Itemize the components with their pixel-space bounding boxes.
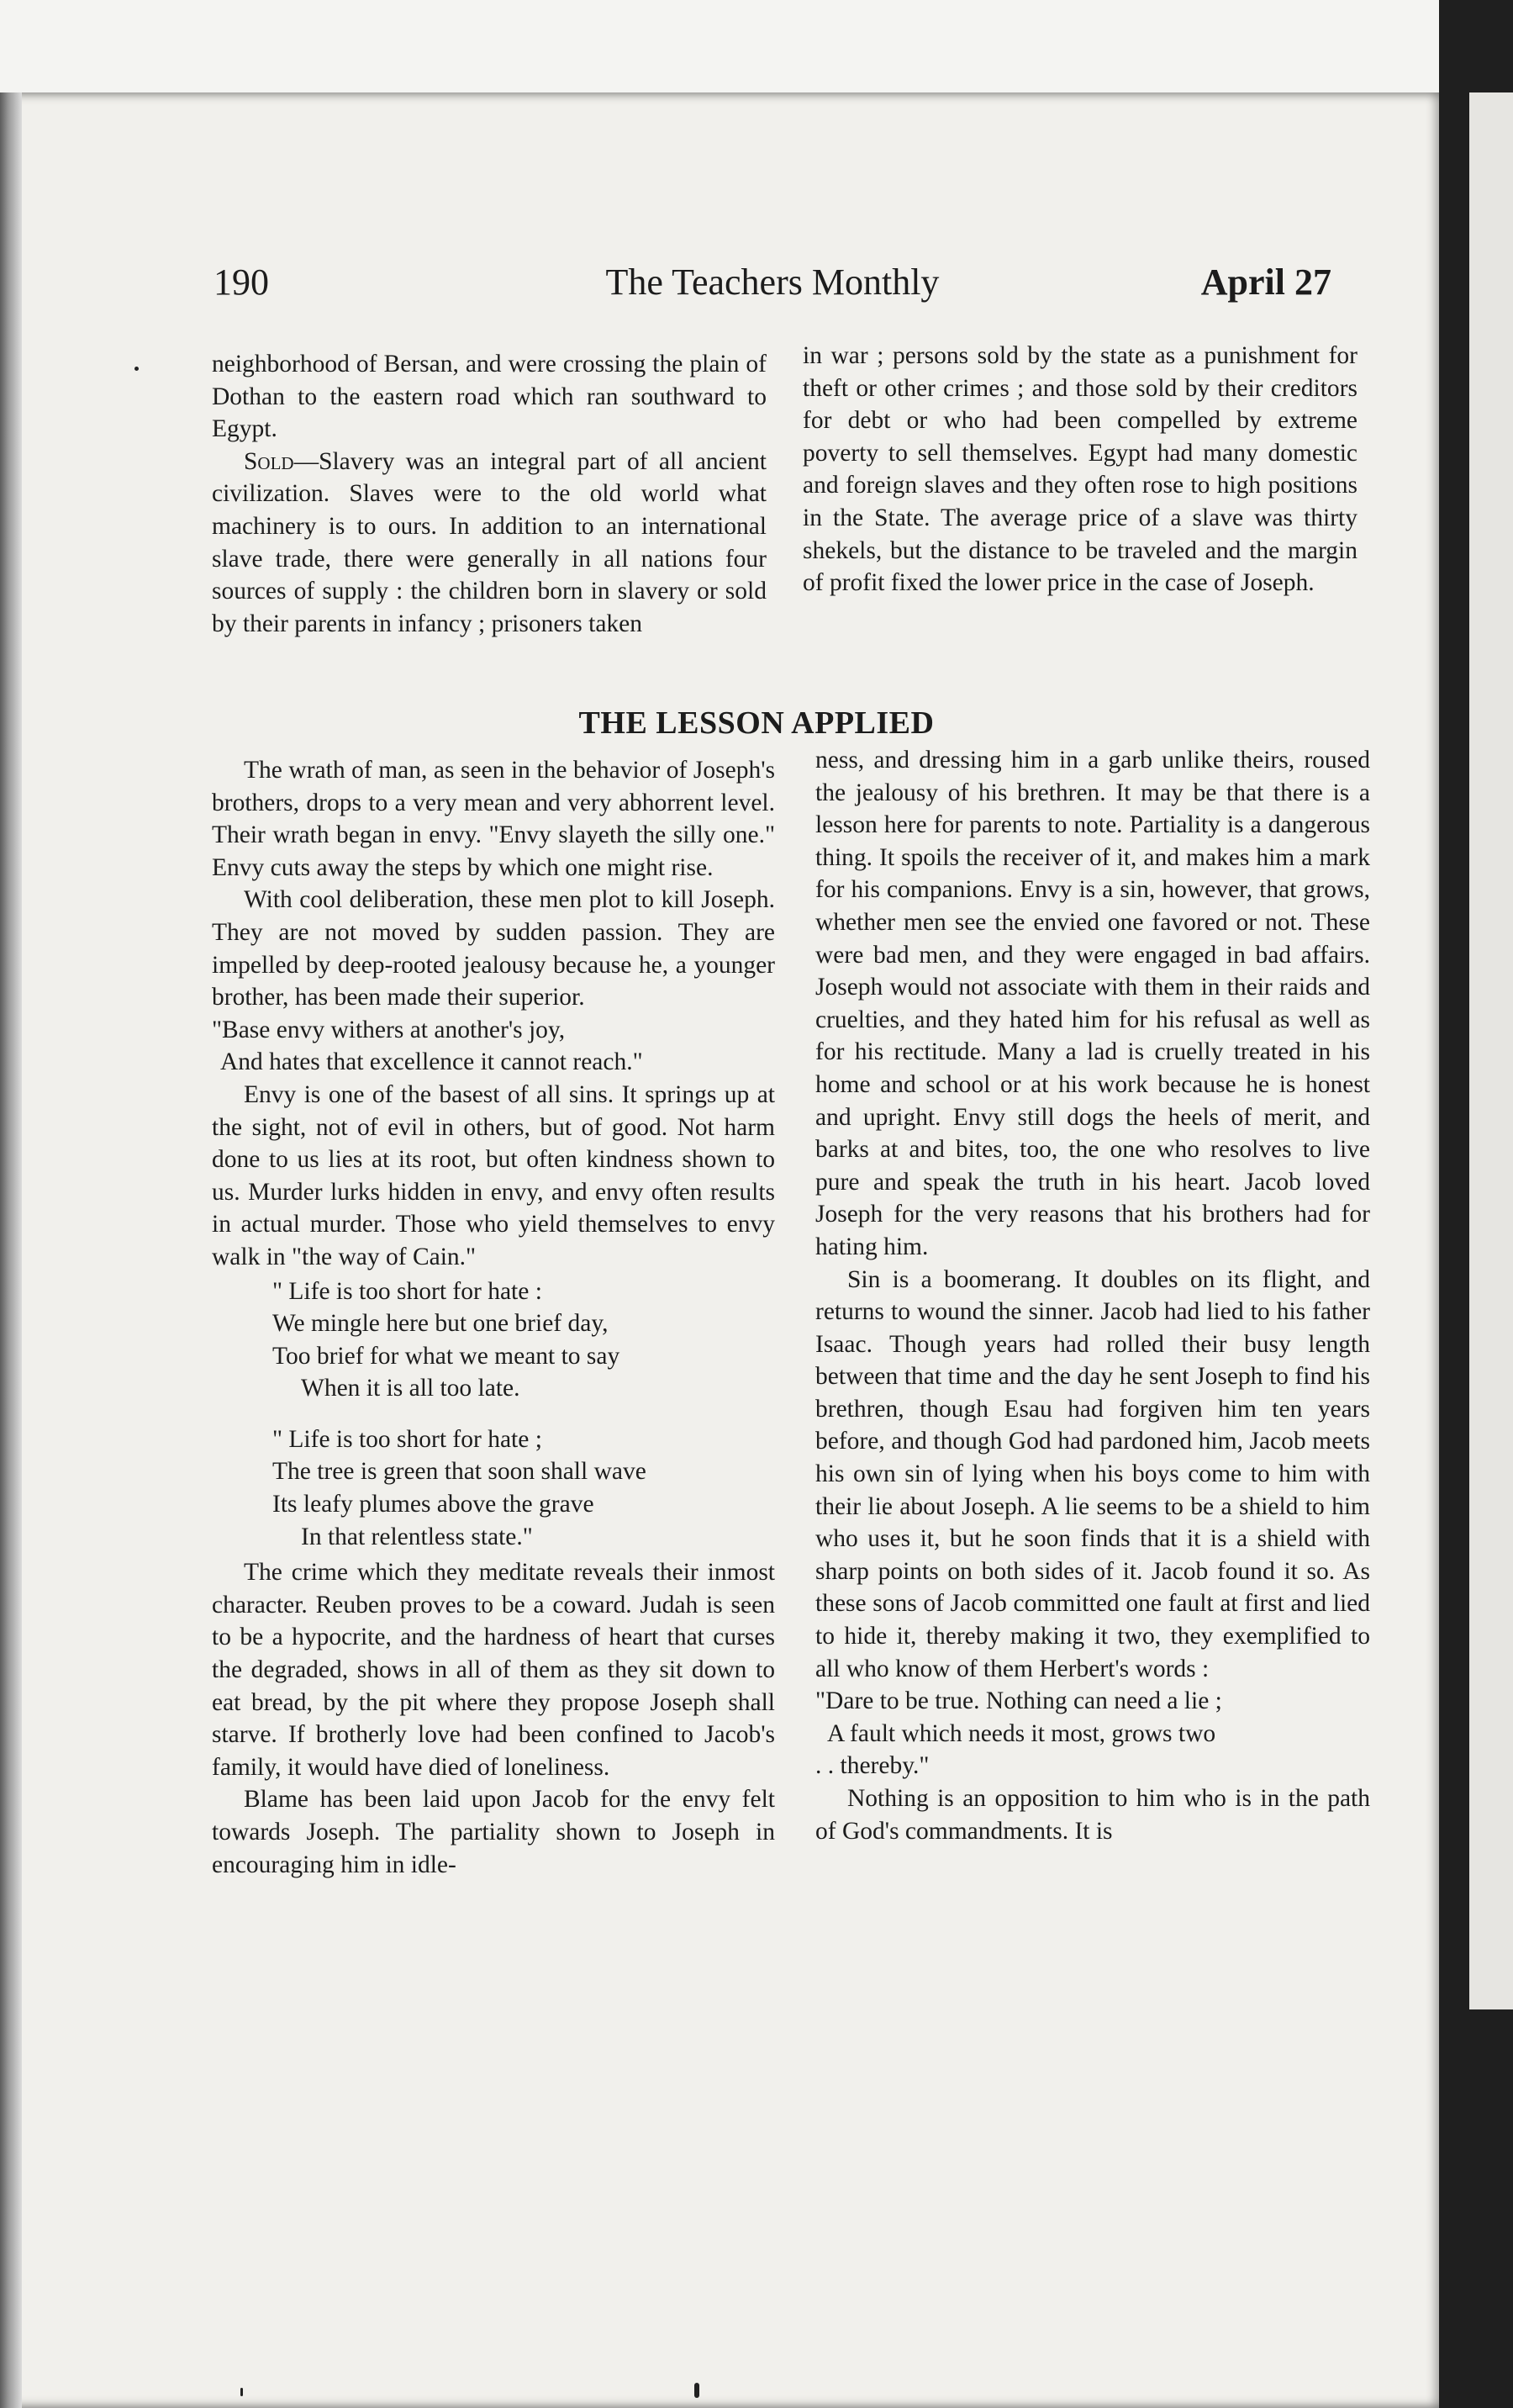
- book-spine-edge: [0, 92, 22, 2408]
- sold-heading: Sold: [244, 447, 294, 475]
- poem-stanza: [212, 1423, 775, 1553]
- quote-line: And hates that excellence it cannot reach.": [220, 1048, 643, 1076]
- quote-line: "Dare to be true. Nothing can need a lie ;: [815, 1687, 1222, 1715]
- poem-line: " Life is too short for hate :: [272, 1277, 542, 1305]
- paragraph: The wrath of man, as seen in the behavior of Joseph's brothers, drops to a very mean and very abhorrent level. Their wrath began in envy. "Envy slayeth the silly one." Envy cuts away the steps by which one might rise.: [212, 757, 775, 881]
- scan-speck: [134, 367, 139, 371]
- scan-speck: [694, 2383, 699, 2398]
- scan-background-top: [0, 0, 1513, 92]
- publication-title: The Teachers Monthly: [605, 261, 940, 303]
- running-header: [214, 261, 1331, 311]
- paragraph: The crime which they meditate reveals their inmost character. Reuben proves to be a coward. Judah is seen to be a hypocrite, and the hardness of heart that curses the degraded, shows in all of them as they sit down to eat bread, by the pit where they propose Joseph shall starve. If brotherly love had been confined to Jacob's family, it would have died of loneliness.: [212, 1559, 775, 1781]
- scan-speck: [240, 2388, 243, 2396]
- paragraph: ness, and dressing him in a garb unlike theirs, roused the jealousy of his brethren. It may be that there is a lesson here for parents to note. Partiality is a dangerous thing. It spoils the receiver of it, and makes him a mark for his companions. Envy is a sin, however, that grows, whether men see the envied one favored or not. These were bad men, and they were engaged in bad affairs. Joseph would not associate with them in their raids and cruelties, and they hated him for his refusal as well as for his rectitude. Many a lad is cruelly treated in his home and school or at his work because he is honest and upright. Envy still dogs the heels of merit, and barks at and bites, too, the one who resolves to live pure and speak the truth in his heart. Jacob loved Joseph for the very reasons that his brothers had for hating him.: [815, 747, 1370, 1260]
- section-title: THE LESSON APPLIED: [578, 705, 935, 741]
- top-left-column: [212, 348, 767, 640]
- paragraph: With cool deliberation, these men plot to kill Joseph. They are not moved by sudden passion. They are impelled by deep-rooted jealousy because he, a younger brother, has been made their superior.: [212, 886, 775, 1011]
- lesson-right-column: [815, 744, 1370, 1847]
- lesson-left-column: [212, 754, 775, 1881]
- paragraph: in war ; persons sold by the state as a punishment for theft or other crimes ; and those sold by their creditors for debt or who had been compelled by extreme poverty to sell themselves. Egypt had many domestic and foreign slaves and they often rose to high positions in the State. The average price of a slave was thirty shekels, but the distance to be traveled and the margin of profit fixed the lower price in the case of Joseph.: [803, 342, 1357, 597]
- paragraph: Nothing is an opposition to him who is in the path of God's commandments. It is: [815, 1785, 1370, 1845]
- poem-stanza: [212, 1275, 775, 1405]
- quote-line: . . thereby.": [815, 1752, 930, 1780]
- paragraph: Sin is a boomerang. It doubles on its flight, and returns to wound the sinner. Jacob had lied to his father Isaac. Though years had rolled their busy length between that time and the day he sent Joseph to find his brethren, though Esau had forgiven him ten years before, and though God had pardoned him, Jacob meets his own sin of lying when his boys come to him with their lie about Joseph. A lie seems to be a shield to him who uses it, but he soon finds that it is a shield with sharp points on both sides of it. Jacob found it so. As these sons of Jacob committed one fault at first and lied to hide it, thereby making it two, they exemplified to all who know of them Herbert's words :: [815, 1265, 1370, 1682]
- poem-line: Its leafy plumes above the grave: [272, 1491, 594, 1518]
- quote-line: A fault which needs it most, grows two: [827, 1719, 1216, 1747]
- poem-line: When it is all too late.: [301, 1375, 520, 1402]
- poem-line: In that relentless state.": [301, 1523, 533, 1550]
- paragraph: [212, 446, 767, 641]
- poem-line: We mingle here but one brief day,: [272, 1310, 609, 1338]
- poem-line: " Life is too short for hate ;: [272, 1425, 542, 1453]
- top-right-column: [803, 340, 1357, 599]
- sold-text: —Slavery was an integral part of all ancient civilization. Slaves were to the old world what machinery is to ours. In addition to an international slave trade, there were generally in all nations four sources of supply : the children born in slavery or sold by their parents in infancy ; prisoners taken: [212, 447, 767, 637]
- issue-date: April 27: [1200, 261, 1331, 303]
- poem-line: The tree is green that soon shall wave: [272, 1458, 646, 1486]
- paragraph: Envy is one of the basest of all sins. It springs up at the sight, not of evil in others, but of good. Not harm done to us lies at its root, but often kindness shown to us. Murder lurks hidden in envy, and envy often results in actual murder. Those who yield themselves to envy walk in "the way of Cain.": [212, 1080, 775, 1270]
- paragraph: neighborhood of Bersan, and were crossing the plain of Dothan to the eastern road which ran southward to Egypt.: [212, 351, 767, 443]
- next-page-edge: [1469, 92, 1513, 2009]
- quote-line: "Base envy withers at another's joy,: [212, 1016, 566, 1043]
- poem-line: Too brief for what we meant to say: [272, 1342, 620, 1370]
- paragraph: Blame has been laid upon Jacob for the envy felt towards Joseph. The partiality shown to Joseph in encouraging him in idle-: [212, 1786, 775, 1878]
- page-number: 190: [214, 261, 269, 303]
